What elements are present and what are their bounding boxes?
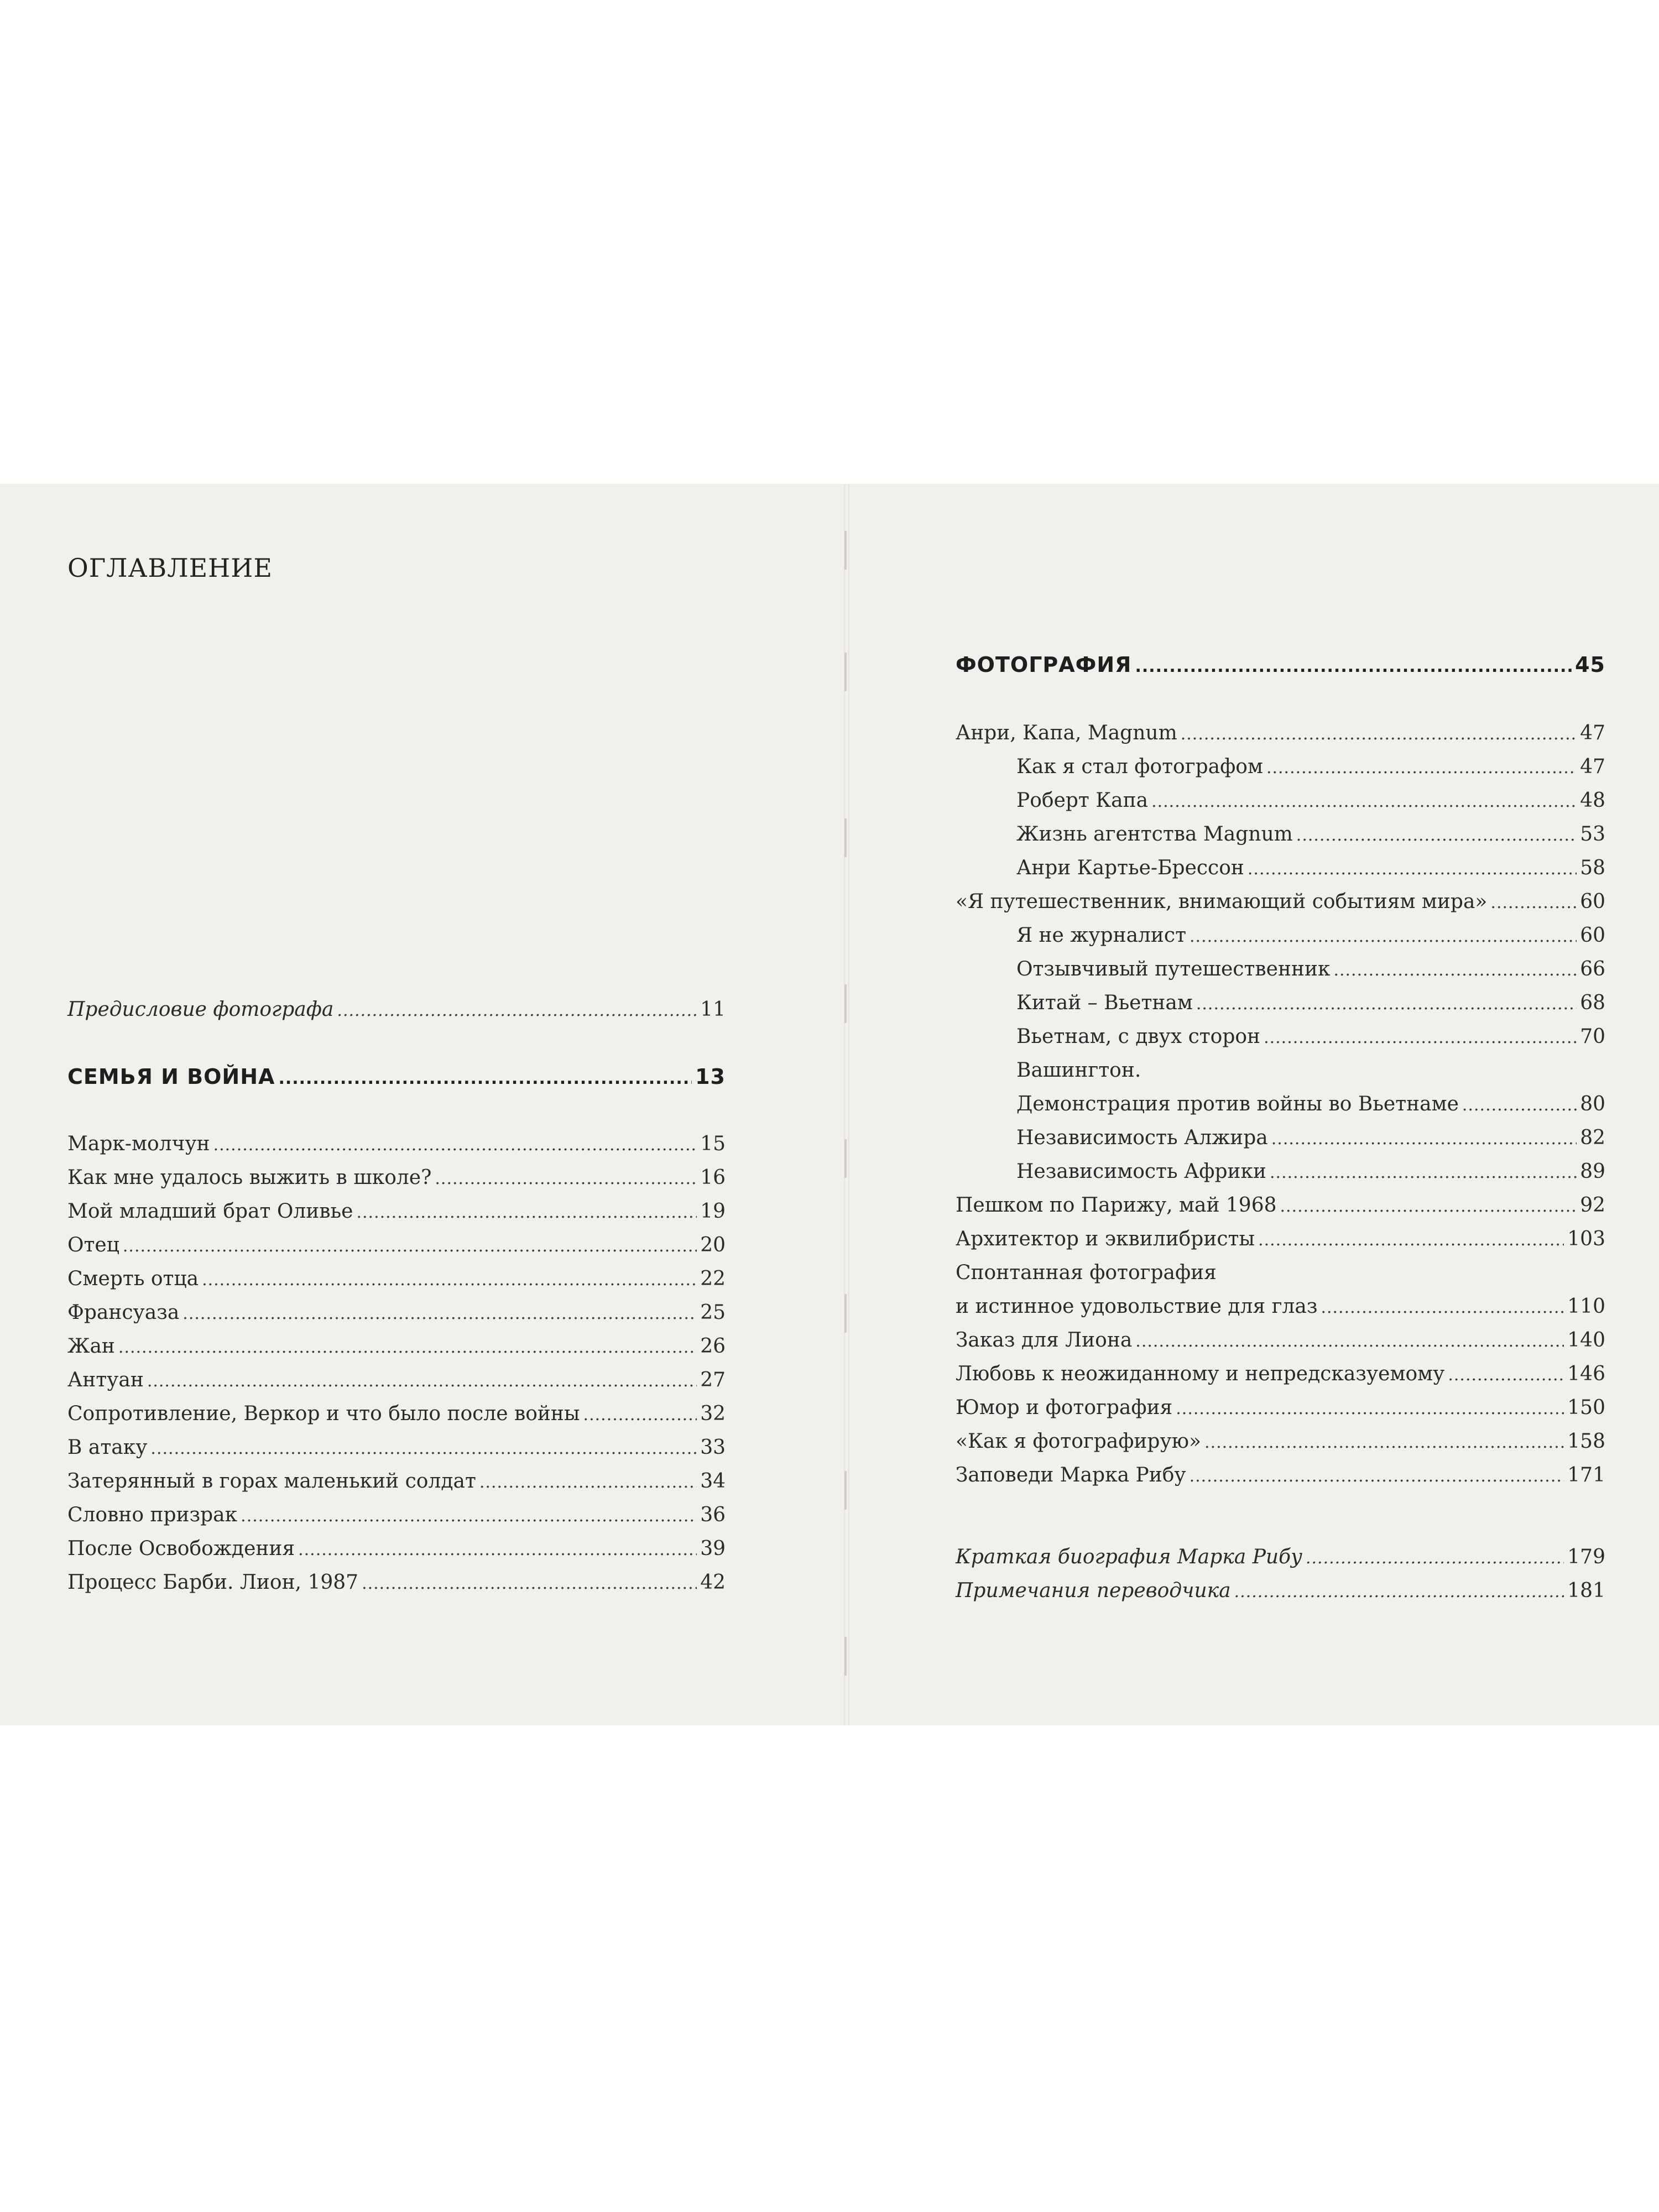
toc-entry-page: 27	[700, 1369, 726, 1391]
toc-entry	[956, 722, 1605, 744]
toc-entry-title: Я не журналист	[1016, 924, 1187, 947]
dot-leader	[278, 1069, 692, 1088]
toc-entry-page: 80	[1580, 1093, 1605, 1115]
dot-leader	[213, 1135, 697, 1155]
toc-entry-title: Жан	[67, 1335, 115, 1358]
toc-subentry	[1016, 755, 1605, 778]
binding-stitch	[844, 531, 847, 570]
toc-entry-title: Архитектор и эквилибристы	[956, 1228, 1255, 1250]
binding-stitch	[844, 1139, 847, 1178]
toc-entry	[956, 1430, 1605, 1453]
toc-subentry	[1016, 1025, 1605, 1048]
toc-entry	[67, 1402, 726, 1425]
dot-leader	[1266, 758, 1577, 778]
dot-leader	[1181, 724, 1577, 744]
binding-stitch	[844, 1637, 847, 1676]
dot-leader	[1333, 961, 1577, 980]
dot-leader	[356, 1203, 697, 1222]
toc-entry	[67, 1234, 726, 1256]
toc-entry-page: 15	[700, 1133, 726, 1155]
toc-subentry	[1016, 789, 1605, 812]
dot-leader	[1306, 1548, 1564, 1568]
dot-leader	[298, 1540, 697, 1559]
toc-entry-title: После Освобождения	[67, 1537, 295, 1560]
toc-entry-title: Словно призрак	[67, 1504, 238, 1526]
toc-entry	[956, 890, 1605, 913]
toc-entry	[67, 1537, 726, 1560]
toc-subentry	[1016, 1160, 1605, 1183]
binding-stitch	[844, 818, 847, 857]
toc-entry	[956, 1363, 1605, 1385]
toc-entry	[67, 1504, 726, 1526]
toc-entry-page: 140	[1567, 1329, 1605, 1352]
dot-leader	[241, 1506, 697, 1526]
binding-stitch	[844, 653, 847, 691]
toc-entry-page: 36	[700, 1504, 726, 1526]
toc-entry-title: Пешком по Парижу, май 1968	[956, 1194, 1277, 1217]
toc-subentry	[1016, 823, 1605, 846]
toc-title: ОГЛАВЛЕНИЕ	[67, 553, 273, 583]
toc-entry-title: Антуан	[67, 1369, 144, 1391]
toc-entry-page: 68	[1580, 992, 1605, 1014]
toc-entry	[67, 1335, 726, 1358]
toc-entry-title: Краткая биография Марка Рибу	[956, 1546, 1302, 1568]
toc-entry-page: 110	[1567, 1295, 1605, 1318]
toc-entry	[956, 1464, 1605, 1486]
dot-leader	[147, 1371, 697, 1391]
toc-entry	[956, 1194, 1605, 1217]
dot-leader	[1448, 1365, 1564, 1385]
dot-leader	[1280, 1197, 1577, 1216]
toc-appendix-notes	[956, 1579, 1605, 1602]
toc-entry-page: 92	[1580, 1194, 1605, 1217]
dot-leader	[362, 1574, 697, 1593]
toc-subentry	[1016, 1093, 1605, 1115]
toc-entry-page: 60	[1580, 924, 1605, 947]
toc-entry	[67, 1369, 726, 1391]
toc-entry-title: Мой младший брат Оливье	[67, 1200, 353, 1223]
dot-leader	[118, 1338, 697, 1357]
toc-entry-page: 39	[700, 1537, 726, 1560]
dot-leader	[150, 1439, 697, 1458]
toc-entry	[67, 1200, 726, 1223]
toc-entry-page: 33	[700, 1436, 726, 1459]
toc-entry-title: «Как я фотографирую»	[956, 1430, 1202, 1453]
binding-stitch	[844, 1471, 847, 1510]
toc-entry-page: 181	[1567, 1579, 1605, 1602]
toc-entry-title: Примечания переводчика	[956, 1579, 1231, 1602]
toc-entry-title: Заповеди Марка Рибу	[956, 1464, 1186, 1486]
toc-entry-page: 89	[1580, 1160, 1605, 1183]
binding-stitch	[844, 984, 847, 1023]
toc-entry-page: 26	[700, 1335, 726, 1358]
dot-leader	[1258, 1230, 1564, 1250]
toc-subentry	[1016, 857, 1605, 879]
dot-leader	[1321, 1298, 1564, 1317]
binding-stitch	[844, 1294, 847, 1333]
toc-section-page: 45	[1575, 653, 1605, 677]
toc-entry-title: Китай – Вьетнам	[1016, 992, 1193, 1014]
toc-entry	[67, 1133, 726, 1155]
toc-entry-page: 179	[1567, 1546, 1605, 1568]
toc-entry-page: 47	[1580, 722, 1605, 744]
toc-entry-page: 47	[1580, 755, 1605, 778]
dot-leader	[1151, 792, 1577, 811]
toc-entry-title: Демонстрация против войны во Вьетнаме	[1016, 1093, 1459, 1115]
toc-entry-page: 42	[700, 1571, 726, 1594]
toc-entry-page: 171	[1567, 1464, 1605, 1486]
dot-leader	[1270, 1163, 1577, 1182]
toc-entry-title: Как мне удалось выжить в школе?	[67, 1166, 432, 1189]
toc-entry-title: Сопротивление, Веркор и что было после войны	[67, 1402, 580, 1425]
dot-leader	[1248, 859, 1577, 879]
toc-entry	[67, 1436, 726, 1459]
dot-leader	[1264, 1028, 1577, 1047]
toc-entry-page: 66	[1580, 958, 1605, 980]
dot-leader	[1196, 994, 1577, 1014]
toc-entry-title: Отец	[67, 1234, 119, 1256]
toc-entry-title: и истинное удовольствие для глаз	[956, 1295, 1318, 1318]
toc-entry-page: 82	[1580, 1126, 1605, 1149]
toc-entry-title: Анри, Капа, Magnum	[956, 722, 1177, 744]
toc-entry-title: Отзывчивый путешественник	[1016, 958, 1331, 980]
dot-leader	[1190, 927, 1577, 946]
toc-subentry-title-line: Вашингтон.	[1016, 1059, 1141, 1082]
toc-section-title: СЕМЬЯ И ВОЙНА	[67, 1065, 275, 1089]
toc-entry	[67, 1166, 726, 1189]
toc-entry-page: 158	[1567, 1430, 1605, 1453]
toc-entry-title: Независимость Алжира	[1016, 1126, 1268, 1149]
toc-entry-page: 16	[700, 1166, 726, 1189]
toc-entry	[67, 1571, 726, 1594]
dot-leader	[1190, 1467, 1564, 1486]
dot-leader	[182, 1304, 697, 1323]
toc-entry	[956, 1329, 1605, 1352]
toc-entry-page: 60	[1580, 890, 1605, 913]
toc-entry-title: Франсуаза	[67, 1301, 180, 1324]
toc-entry-page: 103	[1567, 1228, 1605, 1250]
toc-entry-title: Марк-молчун	[67, 1133, 210, 1155]
toc-subentry	[1016, 958, 1605, 980]
dot-leader	[1271, 1129, 1577, 1149]
toc-entry-title: Заказ для Лиона	[956, 1329, 1133, 1352]
toc-entry-title: Процесс Барби. Лион, 1987	[67, 1571, 359, 1594]
toc-entry-title: Юмор и фотография	[956, 1396, 1173, 1419]
toc-entry-title: Смерть отца	[67, 1267, 199, 1290]
dot-leader	[1234, 1582, 1564, 1601]
toc-section-family-war	[67, 1065, 726, 1089]
toc-section-title: ФОТОГРАФИЯ	[956, 653, 1132, 677]
toc-entry-page: 22	[700, 1267, 726, 1290]
toc-entry	[67, 1267, 726, 1290]
toc-entry-title: Анри Картье-Брессон	[1016, 857, 1244, 879]
toc-entry-title-line: Спонтанная фотография	[956, 1261, 1217, 1284]
toc-entry-page: 53	[1580, 823, 1605, 846]
toc-entry-page: 19	[700, 1200, 726, 1223]
dot-leader	[337, 1001, 697, 1020]
dot-leader	[1176, 1399, 1564, 1418]
dot-leader	[479, 1473, 697, 1492]
toc-section-photography	[956, 653, 1605, 677]
toc-entry-page: 58	[1580, 857, 1605, 879]
toc-subentry	[1016, 992, 1605, 1014]
toc-entry-page: 146	[1567, 1363, 1605, 1385]
dot-leader	[1135, 657, 1572, 676]
toc-entry-preface	[67, 998, 726, 1021]
toc-entry-page: 70	[1580, 1025, 1605, 1048]
dot-leader	[1490, 893, 1577, 912]
toc-appendix-biography	[956, 1546, 1605, 1568]
toc-entry-title: Жизнь агентства Magnum	[1016, 823, 1293, 846]
toc-subentry	[1016, 924, 1605, 947]
toc-entry-title: Предисловие фотографа	[67, 998, 334, 1021]
dot-leader	[1135, 1332, 1564, 1351]
toc-entry-page: 48	[1580, 789, 1605, 812]
toc-entry	[956, 1228, 1605, 1250]
dot-leader	[583, 1405, 697, 1425]
toc-entry	[67, 1301, 726, 1324]
dot-leader	[123, 1237, 697, 1256]
dot-leader	[1204, 1433, 1564, 1452]
dot-leader	[435, 1169, 697, 1188]
toc-entry-title: Любовь к неожиданному и непредсказуемому	[956, 1363, 1445, 1385]
toc-entry	[956, 1295, 1605, 1318]
toc-entry-page: 150	[1567, 1396, 1605, 1419]
toc-subentry	[1016, 1126, 1605, 1149]
toc-entry-title: Вьетнам, с двух сторон	[1016, 1025, 1261, 1048]
toc-entry-title: Затерянный в горах маленький солдат	[67, 1470, 476, 1493]
dot-leader	[1462, 1095, 1577, 1115]
toc-entry-title: «Я путешественник, внимающий событиям мира»	[956, 890, 1488, 913]
toc-entry-title: В атаку	[67, 1436, 148, 1459]
toc-entry-page: 20	[700, 1234, 726, 1256]
toc-entry-page: 11	[700, 998, 726, 1021]
dot-leader	[202, 1270, 697, 1290]
dot-leader	[1296, 826, 1577, 845]
toc-section-page: 13	[695, 1065, 726, 1089]
toc-entry	[67, 1470, 726, 1493]
toc-entry	[956, 1396, 1605, 1419]
toc-entry-page: 34	[700, 1470, 726, 1493]
toc-entry-title: Независимость Африки	[1016, 1160, 1266, 1183]
toc-entry-title: Роберт Капа	[1016, 789, 1149, 812]
toc-entry-page: 32	[700, 1402, 726, 1425]
toc-entry-title: Как я стал фотографом	[1016, 755, 1263, 778]
toc-entry-page: 25	[700, 1301, 726, 1324]
